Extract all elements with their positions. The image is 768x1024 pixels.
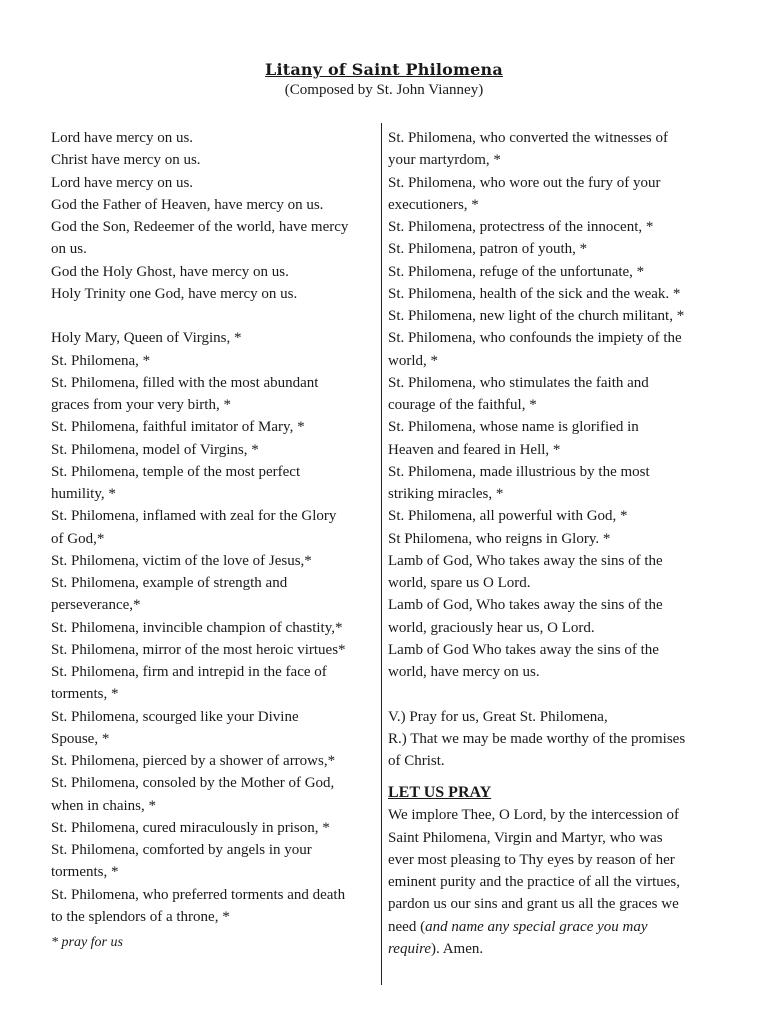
prayer-line (388, 916, 718, 938)
litany-line: of God,* (51, 530, 105, 547)
column-divider (381, 123, 382, 985)
litany-line: Spouse, * (51, 730, 110, 747)
litany-line: Lord have mercy on us. (51, 174, 194, 191)
litany-line: St. Philomena, faithful imitator of Mary, * (51, 419, 305, 436)
petitions-block (51, 327, 377, 928)
litany-line: striking miracles, * (388, 486, 504, 502)
litany-line: St. Philomena, * (51, 352, 151, 369)
invocations-block (51, 127, 377, 305)
spacer (51, 305, 377, 327)
litany-line: St. Philomena, made illustrious by the most (388, 463, 650, 480)
litany-line: to the splendors of a throne, * (51, 908, 230, 925)
litany-line: St. Philomena, who preferred torments and death (51, 886, 346, 903)
litany-line: St. Philomena, cured miraculously in prison, * (51, 819, 330, 836)
litany-line: world, spare us O Lord. (388, 575, 531, 591)
litany-line: Lamb of God, Who takes away the sins of the (388, 552, 663, 569)
litany-line: St. Philomena, who converted the witnesses of (388, 130, 668, 146)
litany-line: St. Philomena, victim of the love of Jesus,* (51, 552, 312, 569)
litany-line: Holy Trinity one God, have mercy on us. (51, 285, 298, 302)
litany-line: St. Philomena, whose name is glorified in (388, 419, 639, 436)
litany-line: graces from your very birth, * (51, 397, 231, 413)
prayer-line: eminent purity and the practice of all the virtues, (388, 874, 680, 890)
prayer-text: ). Amen. (431, 940, 484, 957)
litany-line: St. Philomena, who confounds the impiety of the (388, 330, 682, 347)
litany-line: St. Philomena, inflamed with zeal for the Glory (51, 508, 337, 525)
litany-line: St. Philomena, filled with the most abundant (51, 374, 319, 391)
litany-line: Heaven and feared in Hell, * (388, 441, 561, 458)
litany-line: Lamb of God Who takes away the sins of the (388, 641, 659, 658)
litany-line: Lamb of God, Who takes away the sins of the (388, 597, 663, 614)
litany-line: Holy Mary, Queen of Virgins, * (51, 330, 242, 347)
prayer-text: need ( (388, 918, 426, 935)
litany-line: courage of the faithful, * (388, 397, 537, 413)
litany-line: St. Philomena, patron of youth, * (388, 241, 588, 258)
prayer-block (388, 804, 718, 960)
litany-line: St. Philomena, all powerful with God, * (388, 508, 628, 525)
litany-line: torments, * (51, 686, 119, 703)
petitions-continued-block (388, 127, 718, 683)
prayer-line: ever most pleasing to Thy eyes by reason of her (388, 851, 675, 868)
litany-line: world, have mercy on us. (388, 664, 540, 680)
litany-line: St. Philomena, model of Virgins, * (51, 441, 259, 458)
litany-line: St. Philomena, refuge of the unfortunate, * (388, 263, 645, 280)
spacer (388, 683, 718, 705)
litany-line: torments, * (51, 864, 119, 881)
litany-line: St. Philomena, pierced by a shower of arrows,* (51, 753, 336, 769)
litany-line: St. Philomena, mirror of the most heroic virtues* (51, 641, 346, 658)
versicle-block (388, 706, 718, 773)
litany-line: when in chains, * (51, 797, 156, 814)
litany-line: Lord have mercy on us. (51, 130, 194, 146)
litany-line: God the Holy Ghost, have mercy on us. (51, 263, 289, 280)
versicle-line: V.) Pray for us, Great St. Philomena, (388, 708, 608, 725)
litany-line: God the Father of Heaven, have mercy on us. (51, 196, 324, 213)
prayer-instruction: require (388, 940, 432, 957)
litany-line: St. Philomena, who stimulates the faith and (388, 374, 649, 391)
prayer-line: Saint Philomena, Virgin and Martyr, who was (388, 829, 663, 846)
litany-line: world, * (388, 352, 438, 369)
litany-line: God the Son, Redeemer of the world, have mercy (51, 219, 349, 235)
litany-line: St. Philomena, new light of the church militant, * (388, 308, 685, 324)
prayer-line: We implore Thee, O Lord, by the intercession of (388, 807, 679, 824)
litany-line: your martyrdom, * (388, 152, 501, 169)
litany-line: St. Philomena, temple of the most perfect (51, 463, 301, 480)
litany-line: Christ have mercy on us. (51, 152, 201, 169)
litany-line: St. Philomena, protectress of the innocent, * (388, 219, 654, 235)
prayer-line (388, 938, 718, 960)
litany-line: St. Philomena, example of strength and (51, 575, 288, 591)
litany-line: on us. (51, 241, 87, 258)
litany-line: St. Philomena, scourged like your Divine (51, 708, 299, 725)
litany-line: executioners, * (388, 196, 479, 213)
litany-line: St. Philomena, comforted by angels in your (51, 842, 312, 858)
right-column (388, 127, 718, 960)
litany-line: humility, * (51, 486, 116, 502)
litany-line: St. Philomena, invincible champion of chastity,* (51, 619, 343, 636)
litany-line: perseverance,* (51, 597, 141, 614)
litany-line: St. Philomena, who wore out the fury of your (388, 174, 661, 191)
prayer-line: pardon us our sins and grant us all the graces we (388, 896, 679, 913)
page-title: Litany of Saint Philomena (265, 60, 503, 79)
litany-line: St. Philomena, health of the sick and the weak. * (388, 285, 681, 302)
litany-line: St Philomena, who reigns in Glory. * (388, 530, 611, 547)
footnote: * pray for us (51, 935, 123, 950)
response-line: of Christ. (388, 753, 445, 769)
response-line: R.) That we may be made worthy of the promises (388, 730, 686, 747)
left-column (51, 127, 377, 954)
prayer-instruction: and name any special grace you may (425, 918, 648, 935)
litany-line: world, graciously hear us, O Lord. (388, 619, 595, 636)
prayer-heading: LET US PRAY (388, 784, 492, 802)
litany-line: St. Philomena, firm and intrepid in the face of (51, 664, 327, 680)
page-subtitle: (Composed by St. John Vianney) (284, 82, 484, 98)
litany-line: St. Philomena, consoled by the Mother of God, (51, 775, 335, 792)
